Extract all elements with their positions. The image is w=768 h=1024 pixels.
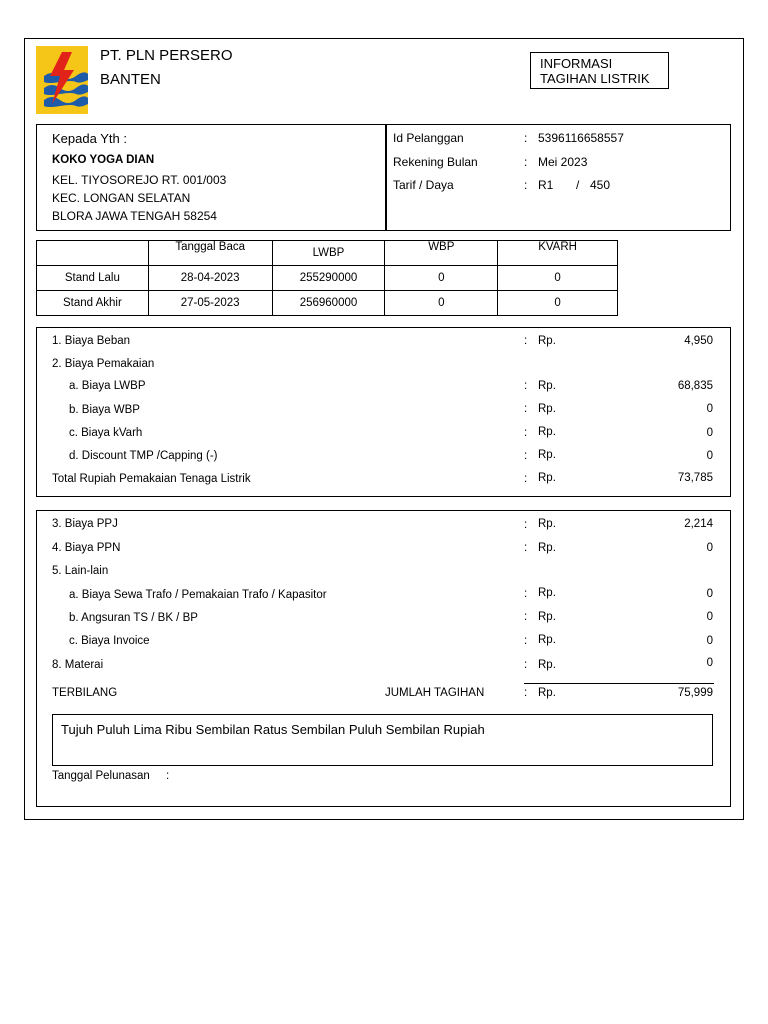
meter-cell-wbp: 0 (385, 291, 498, 316)
invoice-currency: Rp. (538, 634, 556, 646)
beban-label: 1. Biaya Beban (52, 335, 131, 347)
meter-cell-lwbp: 256960000 (272, 291, 385, 316)
ppn-label: 4. Biaya PPN (52, 542, 121, 554)
materai-label: 8. Materai (52, 659, 104, 671)
wbp-colon: : (524, 403, 528, 415)
invoice-value: 0 (706, 635, 713, 647)
month-label: Rekening Bulan (393, 155, 478, 169)
ppn-currency: Rp. (538, 542, 556, 554)
id-colon: : (524, 131, 528, 145)
pln-lightning-icon (36, 46, 88, 114)
ppj-label: 3. Biaya PPJ (52, 518, 118, 530)
total-usage-currency: Rp. (538, 472, 556, 484)
angsuran-currency: Rp. (538, 611, 556, 623)
ppj-colon: : (524, 519, 528, 531)
wbp-label: b. Biaya WBP (69, 404, 140, 416)
kvarh-value: 0 (706, 427, 713, 439)
pln-logo (36, 46, 88, 114)
beban-colon: : (524, 335, 528, 347)
meter-header-row (37, 241, 618, 266)
meter-table (36, 240, 618, 316)
table-row (37, 291, 618, 316)
id-value: 5396116658557 (538, 131, 624, 145)
beban-value: 4,950 (684, 335, 713, 347)
meter-cell-date: 27-05-2023 (148, 291, 272, 316)
customer-divider (385, 124, 387, 231)
terbilang-text: Tujuh Puluh Lima Ribu Sembilan Ratus Sembilan Puluh Sembilan Rupiah (61, 722, 485, 737)
company-name: PT. PLN PERSERO (100, 47, 233, 64)
discount-colon: : (524, 450, 528, 462)
meter-row-label: Stand Lalu (37, 266, 149, 291)
id-label: Id Pelanggan (393, 131, 464, 145)
meter-cell-wbp: 0 (385, 266, 498, 291)
ppn-value: 0 (706, 542, 713, 554)
ppj-currency: Rp. (538, 518, 556, 530)
jumlah-label: JUMLAH TAGIHAN (385, 687, 485, 699)
tariff-label: Tarif / Daya (393, 178, 454, 192)
meter-header-lwbp: LWBP (272, 241, 385, 266)
tariff-separator: / (576, 178, 580, 192)
terbilang-label: TERBILANG (52, 687, 118, 699)
total-rule (524, 683, 714, 684)
kvarh-label: c. Biaya kVarh (69, 427, 143, 439)
table-row (37, 266, 618, 291)
tariff-class: R1 (538, 178, 554, 192)
meter-header-blank (37, 241, 149, 266)
pelunasan-colon: : (166, 770, 170, 782)
jumlah-currency: Rp. (538, 687, 556, 699)
invoice-label: c. Biaya Invoice (69, 635, 150, 647)
customer-address-1: KEL. TIYOSOREJO RT. 001/003 (52, 173, 227, 187)
materai-currency: Rp. (538, 659, 556, 671)
month-colon: : (524, 155, 528, 169)
lwbp-currency: Rp. (538, 380, 556, 392)
customer-name: KOKO YOGA DIAN (52, 154, 155, 166)
wbp-currency: Rp. (538, 403, 556, 415)
discount-currency: Rp. (538, 449, 556, 461)
lwbp-value: 68,835 (677, 380, 713, 392)
info-line-2: TAGIHAN LISTRIK (540, 71, 650, 86)
wbp-value: 0 (706, 403, 713, 415)
pemakaian-label: 2. Biaya Pemakaian (52, 358, 155, 370)
meter-header-kvarh: KVARH (498, 241, 618, 266)
sewa-label: a. Biaya Sewa Trafo / Pemakaian Trafo / Kapasitor (69, 589, 327, 601)
month-value: Mei 2023 (538, 155, 588, 169)
total-usage-value: 73,785 (677, 472, 713, 484)
customer-address-3: BLORA JAWA TENGAH 58254 (52, 209, 217, 223)
meter-cell-lwbp: 255290000 (272, 266, 385, 291)
tariff-power: 450 (590, 178, 611, 192)
kvarh-colon: : (524, 427, 528, 439)
jumlah-colon: : (524, 687, 528, 699)
total-usage-label: Total Rupiah Pemakaian Tenaga Listrik (52, 473, 251, 485)
to-label: Kepada Yth : (52, 131, 127, 146)
customer-address-2: KEC. LONGAN SELATAN (52, 191, 191, 205)
total-usage-colon: : (524, 473, 528, 485)
sewa-colon: : (524, 588, 528, 600)
sewa-currency: Rp. (538, 587, 556, 599)
region-name: BANTEN (100, 71, 161, 88)
materai-colon: : (524, 659, 528, 671)
meter-cell-kvarh: 0 (498, 291, 618, 316)
meter-header-date: Tanggal Baca (148, 241, 272, 266)
materai-value: 0 (706, 657, 713, 669)
meter-header-wbp: WBP (385, 241, 498, 266)
pelunasan-label: Tanggal Pelunasan (52, 770, 150, 782)
tariff-colon: : (524, 178, 528, 192)
lain-label: 5. Lain-lain (52, 565, 109, 577)
beban-currency: Rp. (538, 335, 556, 347)
ppj-value: 2,214 (684, 518, 713, 530)
lwbp-label: a. Biaya LWBP (69, 380, 146, 392)
angsuran-label: b. Angsuran TS / BK / BP (69, 612, 198, 624)
lwbp-colon: : (524, 380, 528, 392)
meter-row-label: Stand Akhir (37, 291, 149, 316)
info-line-1: INFORMASI (540, 56, 613, 71)
kvarh-currency: Rp. (538, 426, 556, 438)
invoice-colon: : (524, 635, 528, 647)
info-box (530, 52, 669, 89)
ppn-colon: : (524, 542, 528, 554)
sewa-value: 0 (706, 588, 713, 600)
discount-value: 0 (706, 450, 713, 462)
discount-label: d. Discount TMP /Capping (-) (69, 450, 218, 462)
angsuran-colon: : (524, 611, 528, 623)
jumlah-value: 75,999 (677, 687, 713, 699)
meter-cell-kvarh: 0 (498, 266, 618, 291)
angsuran-value: 0 (706, 611, 713, 623)
meter-cell-date: 28-04-2023 (148, 266, 272, 291)
